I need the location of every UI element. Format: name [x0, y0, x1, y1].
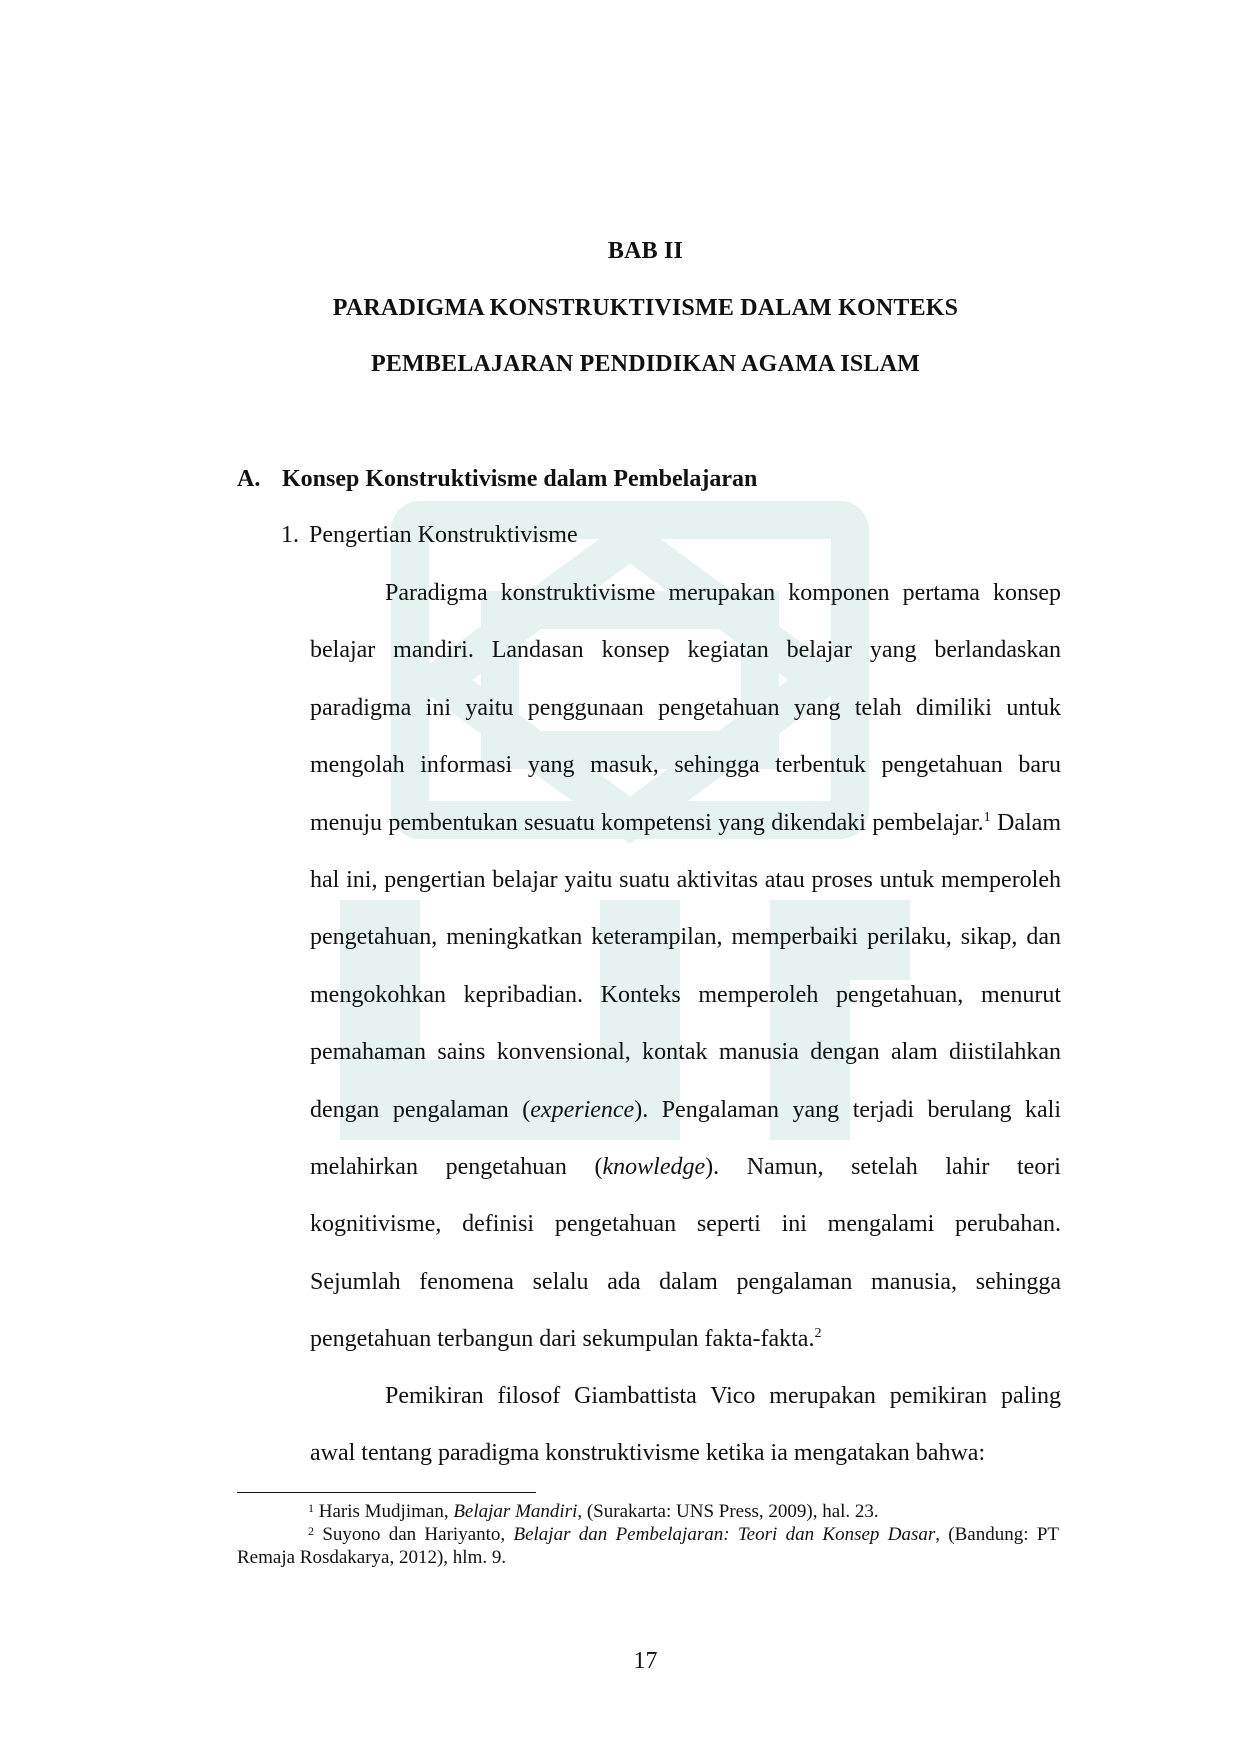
section-heading: [237, 466, 757, 493]
footnote-separator: [237, 1492, 536, 1493]
subsection-number: 1.: [281, 522, 299, 548]
paragraph-text: Pemikiran filosof Giambattista Vico merupakan pemikiran paling awal tentang paradigma konstruktivisme ketika ia mengatakan bahwa:: [310, 1383, 1061, 1467]
paragraph-text: ). Pengalaman yang terjadi berulang kali melahirkan pengetahuan (: [310, 1096, 1061, 1181]
subsection-title: Pengertian Konstruktivisme: [309, 522, 578, 548]
footnote-reference-1: 1: [983, 809, 991, 825]
body-paragraph-1: [310, 565, 1061, 1369]
page-number: 17: [633, 1648, 658, 1674]
footnote-number: 2: [308, 1524, 314, 1538]
subsection-heading: [281, 522, 578, 549]
section-title: Konsep Konstruktivisme dalam Pembelajaran: [282, 466, 758, 492]
cited-title: Belajar dan Pembelajaran: Teori dan Konsep Dasar: [513, 1524, 936, 1545]
body-paragraph-2: [310, 1368, 1061, 1483]
paragraph-text: Paradigma konstruktivisme merupakan komponen pertama konsep belajar mandiri. Landasan konsep kegiatan belajar yang berlandaskan paradigma ini yaitu penggunaan pengetahuan yang telah dimiliki untuk mengolah informasi yang masuk, sehingga terbentuk pengetahuan baru menuju pembentukan sesuatu kompetensi yang dikendaki pembelajar.: [310, 580, 1061, 836]
footnote-number: 1: [308, 1501, 314, 1515]
footnote-reference-2: 2: [814, 1326, 822, 1342]
chapter-label: BAB II: [607, 238, 684, 264]
italic-term-experience: experience: [530, 1096, 635, 1123]
section-letter: A.: [237, 466, 261, 492]
footnote-2: $^2$ Suyono dan Hariyanto, Belajar dan Pembelajaran: Teori dan Konsep Dasar, (Bandung: PT Remaja Rosdakarya, 2012), hlm. 9.: [237, 1524, 1059, 1568]
paragraph-text: ). Namun, setelah lahir teori kognitivisme, definisi pengetahuan seperti ini mengalami perubahan. Sejumlah fenomena selalu ada dalam pengalaman manusia, sehingga pengetahuan terbangun dari sekumpulan fakta-fakta.: [310, 1154, 1061, 1353]
footnotes: [237, 1500, 1059, 1569]
paragraph-text: Dalam hal ini, pengertian belajar yaitu suatu aktivitas atau proses untuk memperoleh pengetahuan, meningkatkan keterampilan, memperbaiki perilaku, sikap, dan mengokohkan kepribadian. Konteks memperoleh pengetahuan, menurut pemahaman sains konvensional, kontak manusia dengan alam diistilahkan dengan pengalaman (: [310, 809, 1061, 1123]
cited-title: Belajar Mandiri: [453, 1501, 578, 1522]
footnote-1: $^1$ Haris Mudjiman, Belajar Mandiri, (Surakarta: UNS Press, 2009), hal. 23.: [308, 1501, 879, 1522]
chapter-title-line-1: PARADIGMA KONSTRUKTIVISME DALAM KONTEKS: [332, 295, 959, 321]
chapter-title-line-2: PEMBELAJARAN PENDIDIKAN AGAMA ISLAM: [370, 351, 921, 377]
italic-term-knowledge: knowledge: [602, 1154, 706, 1181]
